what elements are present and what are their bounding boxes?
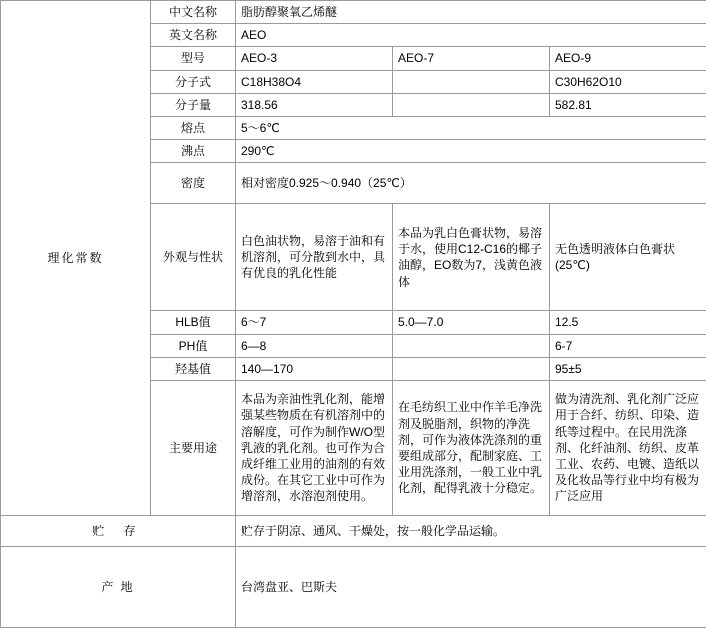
row-label: 英文名称 (151, 24, 236, 47)
row-value-aeo7 (393, 357, 550, 380)
row-value-aeo9: C30H62O10 (550, 70, 706, 93)
origin-label: 产 地 (1, 546, 236, 627)
row-value: 脂肪醇聚氧乙烯醚 (236, 1, 706, 24)
row-value-aeo9: 6-7 (550, 334, 706, 357)
row-value-aeo7: 5.0—7.0 (393, 311, 550, 334)
row-label: 分子式 (151, 70, 236, 93)
row-value: 相对密度0.925～0.940（25℃） (236, 163, 706, 204)
row-value-aeo7 (393, 93, 550, 116)
row-label: 分子量 (151, 93, 236, 116)
row-value-aeo3: 140—170 (236, 357, 393, 380)
origin-value: 台湾盘亚、巴斯夫 (236, 546, 706, 627)
row-value-aeo7: 本品为乳白色膏状物，易溶于水，使用C12-C16的椰子油醇，EO数为7，浅黄色液体 (393, 204, 550, 311)
row-value-aeo7 (393, 334, 550, 357)
row-label: 型号 (151, 47, 236, 70)
row-value-aeo7: AEO-7 (393, 47, 550, 70)
row-value-aeo9: 无色透明液体白色膏状(25℃) (550, 204, 706, 311)
row-value: 290℃ (236, 140, 706, 163)
row-label: 沸点 (151, 140, 236, 163)
row-value-aeo3: 白色油状物，易溶于油和有机溶剂，可分散到水中，具有优良的乳化性能 (236, 204, 393, 311)
row-value-aeo3: 本品为亲油性乳化剂，能增强某些物质在有机溶剂中的溶解度，可作为制作W/O型乳液的乳化剂。也可作为合成纤维工业用的油剂的有效成份。在其它工业中可作为增溶剂，水溶泡剂使用。 (236, 380, 393, 515)
row-label: PH值 (151, 334, 236, 357)
row-value-aeo7 (393, 70, 550, 93)
table-row (1, 1, 706, 24)
table-row-origin (1, 546, 706, 627)
row-value-aeo7: 在毛纺织工业中作羊毛净洗剂及脱脂剂，织物的净洗剂，可作为液体洗涤剂的重要组成部分，配制家庭、工业用洗涤剂，一般工业中乳化剂，配得乳液十分稳定。 (393, 380, 550, 515)
row-value-aeo3: C18H38O4 (236, 70, 393, 93)
row-value-aeo3: 6—8 (236, 334, 393, 357)
row-value: AEO (236, 24, 706, 47)
row-value-aeo9: 95±5 (550, 357, 706, 380)
row-value-aeo9: 582.81 (550, 93, 706, 116)
row-label: HLB值 (151, 311, 236, 334)
properties-group-label: 理化常数 (1, 1, 151, 516)
table-row-storage (1, 515, 706, 546)
row-value: 5～6℃ (236, 116, 706, 139)
row-value-aeo9: 12.5 (550, 311, 706, 334)
row-label: 主要用途 (151, 380, 236, 515)
row-value-aeo9: AEO-9 (550, 47, 706, 70)
row-label: 外观与性状 (151, 204, 236, 311)
row-label: 中文名称 (151, 1, 236, 24)
row-value-aeo3: 6～7 (236, 311, 393, 334)
storage-value: 贮存于阴凉、通风、干燥处，按一般化学品运输。 (236, 515, 706, 546)
row-label: 熔点 (151, 116, 236, 139)
row-label: 密度 (151, 163, 236, 204)
row-value-aeo9: 做为清洗剂、乳化剂广泛应用于合纤、纺织、印染、造纸等过程中。在民用洗涤剂、化纤油剂、纺织、皮革工业、农药、电镀、造纸以及化妆品等行业中均有极为广泛应用 (550, 380, 706, 515)
row-value-aeo3: 318.56 (236, 93, 393, 116)
row-label: 羟基值 (151, 357, 236, 380)
storage-label: 贮 存 (1, 515, 236, 546)
row-value-aeo3: AEO-3 (236, 47, 393, 70)
